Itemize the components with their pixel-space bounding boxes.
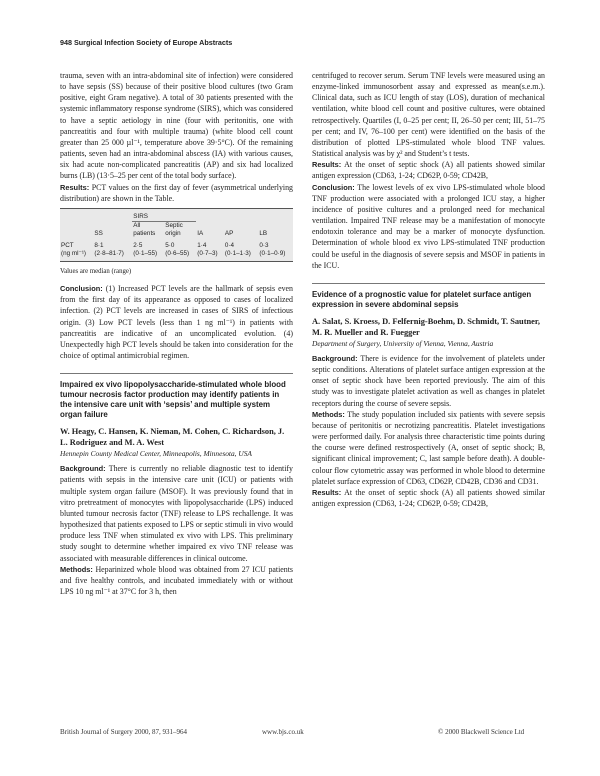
- table-col-header: LB: [259, 229, 268, 237]
- table-col-header: All patients: [133, 221, 156, 237]
- abstract-authors: A. Salat, S. Kroess, D. Felfernig-Boehm, D. Schmidt, T. Sautner, M. R. Mueller and R. Fuegger: [312, 316, 540, 337]
- conclusion-paragraph: [60, 283, 293, 361]
- results-text: PCT values on the first day of fever (asymmetrical underlying distribution) are shown in the Table.: [60, 182, 293, 203]
- footer-url: www.bjs.co.uk: [262, 728, 304, 736]
- methods-paragraph: [312, 409, 545, 487]
- section-label: Conclusion:: [60, 284, 103, 294]
- paragraph: trauma, seven with an intra-abdominal site of infection) were considered to have sepsis (SS) because of their positive blood cultures (two Gram positive, eight Gram negative). A total of 30 patients presented with the systemic inflammatory response syndrome (SIRS), which was considered to have a septic aetiology in nine (four with peritonitis, one with pancreatitis and four with multiple trauma) (white blood cell count greater than 25 000 µl⁻¹, temperature above 39·5°C). Of the remaining patients, seven had an intra-abdominal abscess (IA) with various causes, six had acute non-complicated pancreatitis (AP) and six had localized burns (LB) (13·5–25 per cent of the total body surface).: [60, 71, 293, 181]
- table-cell: 0·4: [224, 241, 234, 249]
- conclusion-text: The lowest levels of ex vivo LPS-stimulated whole blood TNF production were associated with a prolonged ICU stay, a higher incidence of positive cultures and a prolonged need for mechanical ventilation. Impaired TNF release may be a manifestation of monocyte endotoxin tolerance and may be a marker of monocyte dysfunction. Determination of whole blood ex vivo LPS-stimulated TNF production could be useful in the diagnosis of severe sepsis and MSOF in patients in the ICU.: [312, 182, 545, 270]
- abstract-title: Impaired ex vivo lipopolysaccharide-stimulated whole blood tumour necrosis factor production may identify patients in the intensive care unit with ‘sepsis’ and multiple system organ failure: [60, 373, 293, 420]
- table-col-header: [60, 221, 93, 238]
- section-label: Conclusion:: [312, 182, 355, 192]
- table-cell: (0·1–0·9): [259, 249, 286, 257]
- background-text: There is currently no reliable diagnostic test to identify patients with sepsis in the intensive care unit (ICU) or patients with multiple system organ failure (MSOF). It was previously found that in vitro pretreatment of monocytes with lipopolysaccharide (LPS) induced blunted tumour necrosis factor (TNF) release to LPS rechallenge. It was hypothesized that patients exposed to LPS or septic stimuli in vivo would produce less TNF when stimulated ex vivo with LPS. This preliminary study sought to determine whether impaired ex vivo TNF release was associated with measurable differences in clinical outcome.: [60, 464, 293, 563]
- conclusion-paragraph: [312, 182, 545, 271]
- table-group-header: SIRS: [132, 211, 196, 222]
- section-label: Results:: [60, 182, 90, 192]
- section-label: Methods:: [60, 564, 93, 574]
- methods-text: Heparinized whole blood was obtained from 27 ICU patients and five healthy controls, and incubated immediately with or without LPS 10 ng ml⁻¹ at 37°C for 3 h, then: [60, 564, 293, 596]
- background-paragraph: [60, 463, 293, 563]
- section-label: Background:: [60, 464, 106, 474]
- table-col-header: Septic origin: [165, 221, 183, 237]
- table-cell: 0·3: [259, 241, 269, 249]
- table-cell: (0·6–55): [165, 249, 190, 257]
- background-paragraph: [312, 353, 545, 409]
- table-row-label: PCT: [61, 241, 74, 249]
- section-label: Results:: [312, 160, 342, 170]
- section-label: Background:: [312, 353, 358, 363]
- results-text: At the onset of septic shock (A) all patients showed similar antigen expression (CD63, 1-24; CD62P, 0-59; CD42B,: [312, 160, 545, 181]
- table-col-header: SS: [94, 229, 103, 237]
- table-cell: (0·1–55): [133, 249, 158, 257]
- conclusion-text: (1) Increased PCT levels are the hallmark of sepsis even from the first day of its appearance as opposed to cases of localized infection. (2) PCT levels are increased in cases of SIRS of infectious origin. (3) Low PCT levels (less than 1 ng ml⁻¹) in patients with pancreatitis are indicative of an uncomplicated evolution. (4) Unexpectedly high PCT levels should be taken into consideration for the choice of optimal antimicrobial regimen.: [60, 284, 293, 360]
- section-label: Methods:: [312, 409, 345, 419]
- paragraph: centrifuged to recover serum. Serum TNF levels were measured using an enzyme-linked immunosorbent assay and expressed as mean(s.e.m.). Clinical data, such as ICU length of stay (LOS), duration of mechanical ventilation, white blood cell count and positive cultures, were obtained retrospectively. Quartiles (I, 0–25 per cent; II, 26–50 per cent; III, 51–75 per cent; and IV, 76–100 per cent) were identified on the basis of the distribution of plotted LPS-stimulated whole blood TNF values. Statistical analysis was by χ² and Student’s t tests.: [312, 71, 545, 159]
- results-paragraph: [60, 182, 293, 204]
- table-row-label: (ng ml⁻¹): [61, 249, 87, 257]
- table-cell: 8·1: [94, 241, 104, 249]
- left-column: [60, 70, 293, 597]
- background-text: There is evidence for the involvement of platelets under septic conditions. Alterations of platelet surface antigen expression at the onset of septic shock have been reported previously. The aim of this study was to investigate platelet activation as well as changes in platelet receptors during the course of severe sepsis.: [312, 353, 545, 408]
- results-text: At the onset of septic shock (A) all patients showed similar antigen expression (CD63, 1-24; CD62P, 0-59; CD42B,: [312, 487, 545, 508]
- footer-copyright: © 2000 Blackwell Science Ltd: [438, 728, 525, 736]
- results-paragraph: [312, 487, 545, 509]
- methods-text: The study population included six patients with severe sepsis because of peritonitis or necrotizing pancreatitis. Platelet investigations were performed daily. For analysis three characteristic time points during the course were defined restrospectively (A, onset of septic shock; B, significant clinical improvement; C, last sample before death). A double-colour flow cytometric assay was performed in whole blood to determine platelet surface expression of CD63, CD62P, CD42B, CD36 and CD31.: [312, 409, 545, 486]
- table-cell: 2·5: [133, 241, 143, 249]
- table-cell: 5·0: [165, 241, 175, 249]
- methods-paragraph: [60, 564, 293, 597]
- table-cell: (2·8–81·7): [94, 249, 124, 257]
- table-col-header: AP: [224, 229, 234, 237]
- right-column: [312, 70, 545, 509]
- table-col-header: IA: [197, 229, 204, 237]
- section-label: Results:: [312, 487, 342, 497]
- footer-journal: British Journal of Surgery 2000, 87, 931–964: [60, 728, 188, 736]
- table-cell: 1·4: [197, 241, 207, 249]
- abstract-affiliation: Hennepin County Medical Center, Minneapolis, Minnesota, USA: [60, 449, 252, 459]
- abstract-title: Evidence of a prognostic value for platelet surface antigen expression in severe abdominal sepsis: [312, 283, 545, 310]
- table-note: Values are median (range): [60, 267, 132, 275]
- results-paragraph: [312, 159, 545, 181]
- pct-table: [60, 208, 293, 262]
- table-cell: (0·7–3): [197, 249, 218, 257]
- abstract-authors: W. Heagy, C. Hansen, K. Nieman, M. Cohen, C. Richardson, J. L. Rodriguez and M. A. West: [60, 427, 285, 448]
- table-cell: (0·1–1·3): [224, 249, 251, 257]
- abstract-affiliation: Department of Surgery, University of Vienna, Vienna, Austria: [312, 338, 494, 348]
- running-header: 948 Surgical Infection Society of Europe Abstracts: [60, 38, 233, 47]
